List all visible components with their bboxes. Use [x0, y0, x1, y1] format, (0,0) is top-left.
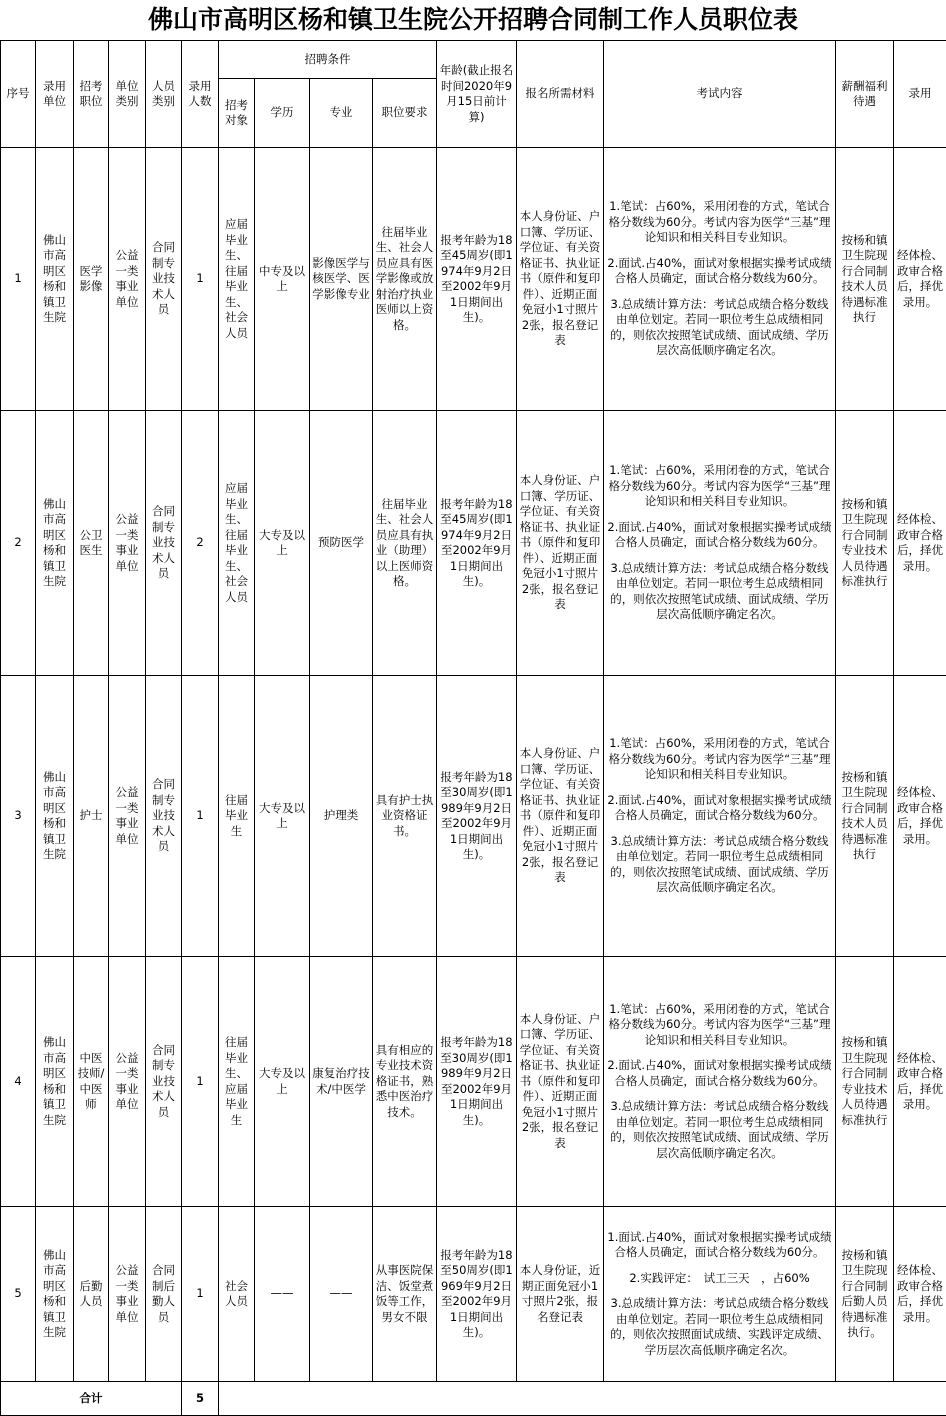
cell-exam	[604, 676, 836, 957]
cell-count: 1	[182, 148, 219, 411]
cell-count: 1	[182, 957, 219, 1207]
col-hire-header: 录用	[894, 41, 946, 148]
cell-education: 大专及以上	[255, 676, 310, 957]
cell-exam	[604, 411, 836, 676]
cell-materials: 本人身份证、户口簿、学历证、学位证、有关资格证书、执业证书（原件和复印件）、近期正面免冠小1寸照片2张，报名登记表	[517, 957, 604, 1207]
cell-major: 影像医学与核医学、医学影像专业	[310, 148, 373, 411]
cell-unit-type: 公益一类事业单位	[109, 148, 146, 411]
col-requirement-header: 职位要求	[373, 79, 437, 148]
col-unit-header: 录用单位	[36, 41, 74, 148]
exam-line: 2.面试.占40%，面试对象根据实操考试成绩合格人员确定，面试合格分数线为60分。	[606, 793, 833, 824]
cell-major: 预防医学	[310, 411, 373, 676]
exam-line: 1.笔试：占60%，采用闭卷的方式，笔试合格分数线为60分。考试内容为医学“三基”理论知识和相关科目专业知识。	[606, 463, 833, 510]
cell-seq: 1	[1, 148, 36, 411]
exam-line: 3.总成绩计算方法：考试总成绩合格分数线由单位划定。若同一职位考生总成绩相同的，则依次按照笔试成绩、面试成绩、学历层次高低顺序确定名次。	[606, 1099, 833, 1161]
cell-target: 社会人员	[219, 1207, 255, 1382]
cell-target: 应届毕业生、往届毕业生、社会人员	[219, 411, 255, 676]
exam-line: 1.面试.占40%，面试对象根据实操考试成绩合格人员确定，面试合格分数线为60分。	[606, 1230, 833, 1261]
cell-requirement: 往届毕业生、社会人员应具有医学影像或放射治疗执业医师以上资格。	[373, 148, 437, 411]
cell-age: 报考年龄为18至30周岁(即1989年9月2日至2002年9月1日期间出生)。	[437, 957, 517, 1207]
cell-major: ——	[310, 1207, 373, 1382]
cell-materials: 本人身份证、户口簿、学历证、学位证、有关资格证书、执业证书（原件和复印件）、近期正面免冠小1寸照片2张，报名登记表	[517, 676, 604, 957]
table-row	[1, 957, 946, 1207]
total-row	[1, 1382, 946, 1416]
col-count-header: 录用人数	[182, 41, 219, 148]
table-row	[1, 148, 946, 411]
col-seq-header: 序号	[1, 41, 36, 148]
cell-staff-type: 合同制专业技术人员	[146, 411, 182, 676]
cell-age: 报考年龄为18至45周岁(即1974年9月2日至2002年9月1日期间出生)。	[437, 411, 517, 676]
col-materials-header: 报名所需材料	[517, 41, 604, 148]
cell-target: 应届毕业生、往届毕业生、社会人员	[219, 148, 255, 411]
cell-hire: 经体检、政审合格后，择优录用。	[894, 411, 946, 676]
cell-major: 康复治疗技术/中医学	[310, 957, 373, 1207]
cell-seq: 2	[1, 411, 36, 676]
total-label: 合计	[1, 1382, 182, 1416]
cell-age: 报考年龄为18至50周岁(即1969年9月2日至2002年9月1日期间出生)。	[437, 1207, 517, 1382]
table-row	[1, 411, 946, 676]
col-salary-header: 薪酬福利待遇	[836, 41, 894, 148]
conditions-header: 招聘条件	[219, 41, 437, 79]
col-age-header: 年龄(截止报名时间2020年9月15日前计算)	[437, 41, 517, 148]
exam-line: 2.面试.占40%，面试对象根据实操考试成绩合格人员确定，面试合格分数线为60分。	[606, 1058, 833, 1089]
header-row	[1, 41, 946, 79]
table-row	[1, 676, 946, 957]
cell-unit: 佛山市高明区杨和镇卫生院	[36, 148, 74, 411]
cell-position: 医学影像	[74, 148, 109, 411]
exam-line: 3.总成绩计算方法：考试总成绩合格分数线由单位划定。若同一职位考生总成绩相同的，则依次按照笔试成绩、面试成绩、学历层次高低顺序确定名次。	[606, 834, 833, 896]
cell-staff-type: 合同制专业技术人员	[146, 676, 182, 957]
cell-exam	[604, 1207, 836, 1382]
cell-target: 往届毕业生、应届毕业生	[219, 957, 255, 1207]
cell-salary: 按杨和镇卫生院现行合同制技术人员待遇标准执行	[836, 148, 894, 411]
exam-line: 1.笔试：占60%，采用闭卷的方式，笔试合格分数线为60分。考试内容为医学“三基”理论知识和相关科目专业知识。	[606, 736, 833, 783]
cell-materials: 本人身份证，近期正面免冠小1寸照片2张，报名登记表	[517, 1207, 604, 1382]
cell-count: 1	[182, 1207, 219, 1382]
cell-hire: 经体检、政审合格后，择优录用。	[894, 676, 946, 957]
cell-education: ——	[255, 1207, 310, 1382]
cell-target: 往届毕业生	[219, 676, 255, 957]
cell-position: 护士	[74, 676, 109, 957]
cell-education: 大专及以上	[255, 411, 310, 676]
page-title: 佛山市高明区杨和镇卫生院公开招聘合同制工作人员职位表	[0, 0, 946, 40]
cell-position: 后勤人员	[74, 1207, 109, 1382]
cell-salary: 按杨和镇卫生院现行合同制技术人员待遇标准执行	[836, 676, 894, 957]
cell-requirement: 具有护士执业资格证书。	[373, 676, 437, 957]
cell-seq: 3	[1, 676, 36, 957]
cell-materials: 本人身份证、户口簿、学历证、学位证、有关资格证书、执业证书（原件和复印件）、近期正面免冠小1寸照片2张，报名登记表	[517, 411, 604, 676]
cell-hire: 经体检、政审合格后，择优录用。	[894, 1207, 946, 1382]
col-exam-header: 考试内容	[604, 41, 836, 148]
col-unit-type-header: 单位类别	[109, 41, 146, 148]
exam-line: 2.面试.占40%，面试对象根据实操考试成绩合格人员确定，面试合格分数线为60分。	[606, 520, 833, 551]
cell-count: 2	[182, 411, 219, 676]
cell-unit: 佛山市高明区杨和镇卫生院	[36, 1207, 74, 1382]
cell-unit-type: 公益一类事业单位	[109, 957, 146, 1207]
cell-salary: 按杨和镇卫生院现行合同制专业技术人员待遇标准执行	[836, 957, 894, 1207]
exam-line: 1.笔试：占60%，采用闭卷的方式，笔试合格分数线为60分。考试内容为医学“三基”理论知识和相关科目专业知识。	[606, 1002, 833, 1049]
cell-education: 大专及以上	[255, 957, 310, 1207]
cell-position: 中医技师/中医师	[74, 957, 109, 1207]
total-value: 5	[182, 1382, 219, 1416]
exam-line: 2.面试.占40%，面试对象根据实操考试成绩合格人员确定，面试合格分数线为60分。	[606, 256, 833, 287]
cell-hire: 经体检、政审合格后，择优录用。	[894, 957, 946, 1207]
col-staff-type-header: 人员类别	[146, 41, 182, 148]
cell-position: 公卫医生	[74, 411, 109, 676]
table-row	[1, 1207, 946, 1382]
cell-seq: 4	[1, 957, 36, 1207]
cell-unit-type: 公益一类事业单位	[109, 676, 146, 957]
cell-staff-type: 合同制专业技术人员	[146, 957, 182, 1207]
cell-count: 1	[182, 676, 219, 957]
cell-requirement: 往届毕业生、社会人员应具有执业（助理）以上医师资格。	[373, 411, 437, 676]
cell-staff-type: 合同制后勤人员	[146, 1207, 182, 1382]
exam-line: 3.总成绩计算方法：考试总成绩合格分数线由单位划定。若同一职位考生总成绩相同的，则依次按照笔试成绩、面试成绩、学历层次高低顺序确定名次。	[606, 297, 833, 359]
cell-education: 中专及以上	[255, 148, 310, 411]
cell-exam	[604, 148, 836, 411]
cell-salary: 按杨和镇卫生院现行合同制专业技术人员待遇标准执行	[836, 411, 894, 676]
cell-exam	[604, 957, 836, 1207]
cell-unit: 佛山市高明区杨和镇卫生院	[36, 676, 74, 957]
col-target-header: 招考对象	[219, 79, 255, 148]
cell-unit: 佛山市高明区杨和镇卫生院	[36, 411, 74, 676]
cell-unit: 佛山市高明区杨和镇卫生院	[36, 957, 74, 1207]
cell-requirement: 具有相应的专业技术资格证书，熟悉中医治疗技术。	[373, 957, 437, 1207]
cell-unit-type: 公益一类事业单位	[109, 411, 146, 676]
total-empty-cell	[219, 1382, 946, 1416]
cell-materials: 本人身份证、户口簿、学历证、学位证、有关资格证书、执业证书（原件和复印件）、近期正面免冠小1寸照片2张，报名登记表	[517, 148, 604, 411]
exam-line: 3.总成绩计算方法：考试总成绩合格分数线由单位划定。若同一职位考生总成绩相同的，则依次按照面试成绩、实践评定成绩、学历层次高低顺序确定名次。	[606, 1296, 833, 1358]
cell-age: 报考年龄为18至45周岁(即1974年9月2日至2002年9月1日期间出生)。	[437, 148, 517, 411]
cell-age: 报考年龄为18至30周岁(即1989年9月2日至2002年9月1日期间出生)。	[437, 676, 517, 957]
cell-hire: 经体检、政审合格后，择优录用。	[894, 148, 946, 411]
col-major-header: 专业	[310, 79, 373, 148]
cell-seq: 5	[1, 1207, 36, 1382]
exam-line: 3.总成绩计算方法：考试总成绩合格分数线由单位划定。若同一职位考生总成绩相同的，则依次按照笔试成绩、面试成绩、学历层次高低顺序确定名次。	[606, 561, 833, 623]
col-position-header: 招考职位	[74, 41, 109, 148]
positions-table	[0, 40, 946, 1416]
exam-line: 2.实践评定： 试工三天 ，占60%	[606, 1271, 833, 1287]
cell-major: 护理类	[310, 676, 373, 957]
cell-unit-type: 公益一类事业单位	[109, 1207, 146, 1382]
cell-staff-type: 合同制专业技术人员	[146, 148, 182, 411]
cell-requirement: 从事医院保洁、饭堂煮饭等工作，男女不限	[373, 1207, 437, 1382]
col-education-header: 学历	[255, 79, 310, 148]
cell-salary: 按杨和镇卫生院现行合同制后勤人员待遇标准执行。	[836, 1207, 894, 1382]
exam-line: 1.笔试：占60%，采用闭卷的方式，笔试合格分数线为60分。考试内容为医学“三基”理论知识和相关科目专业知识。	[606, 199, 833, 246]
